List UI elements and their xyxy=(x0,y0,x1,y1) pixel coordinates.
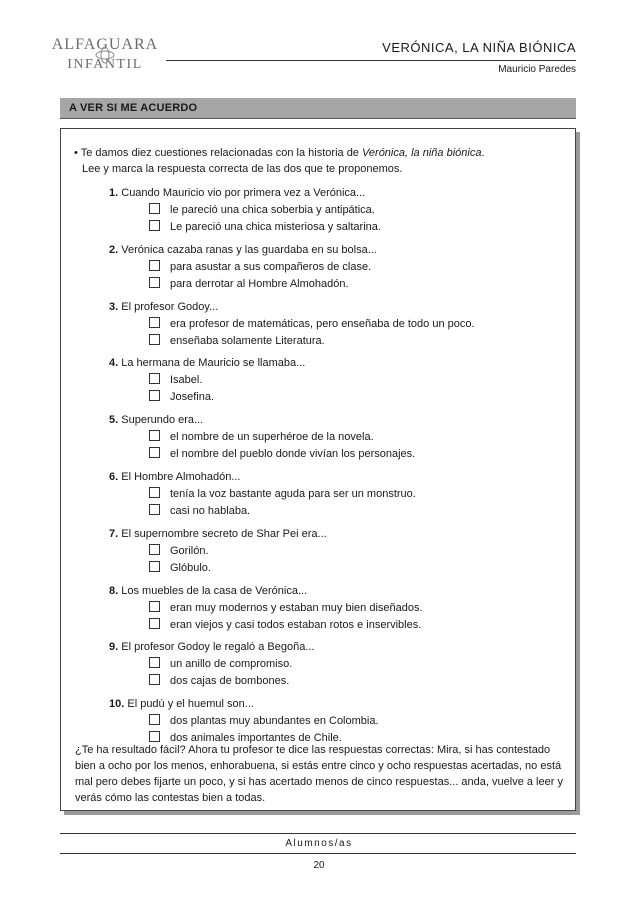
answer-checkbox[interactable] xyxy=(149,260,160,271)
answer-option xyxy=(149,316,475,332)
answer-text: dos plantas muy abundantes en Colombia. xyxy=(170,715,379,728)
answer-option xyxy=(149,600,423,616)
answer-option xyxy=(149,446,415,462)
answer-option xyxy=(149,503,250,519)
answer-checkbox[interactable] xyxy=(149,447,160,458)
question-number: 10. xyxy=(109,698,125,711)
answer-checkbox[interactable] xyxy=(149,317,160,328)
answer-text: Le pareció una chica misteriosa y saltarina. xyxy=(170,221,381,233)
question-4 xyxy=(109,355,305,371)
answer-text: para derrotar al Hombre Almohadón. xyxy=(170,277,349,290)
answer-option xyxy=(149,429,374,445)
header-rule xyxy=(166,60,576,61)
answer-option xyxy=(149,486,416,502)
answer-text: Gorilón. xyxy=(170,544,209,557)
book-author: Mauricio Paredes xyxy=(498,64,576,75)
answer-option xyxy=(149,656,292,672)
answer-text: el nombre de un superhéroe de la novela. xyxy=(170,431,374,444)
logo-knot-icon xyxy=(94,44,116,66)
answer-option xyxy=(149,713,379,729)
intro-prefix: • Te damos diez cuestiones relacionadas con la historia de xyxy=(74,147,362,159)
book-title: VERÓNICA, LA NIÑA BIÓNICA xyxy=(382,40,576,55)
answer-checkbox[interactable] xyxy=(149,714,160,725)
question-number: 1. xyxy=(109,187,119,199)
section-header xyxy=(60,98,576,119)
logo-line-1: ALFAGUARA xyxy=(51,36,159,53)
answer-text: tenía la voz bastante aguda para ser un monstruo. xyxy=(170,488,416,500)
question-text: Los muebles de la casa de Verónica... xyxy=(121,584,308,597)
answer-option xyxy=(149,202,375,218)
publisher-logo xyxy=(50,36,160,73)
answer-text: para asustar a sus compañeros de clase. xyxy=(170,260,372,273)
answer-checkbox[interactable] xyxy=(149,601,160,612)
question-text: El pudú y el huemul son... xyxy=(127,698,254,711)
answer-text: Josefina. xyxy=(170,391,215,404)
answer-option xyxy=(149,617,421,633)
answer-checkbox[interactable] xyxy=(149,618,160,629)
answer-text: un anillo de compromiso. xyxy=(170,658,293,671)
answer-checkbox[interactable] xyxy=(149,390,160,401)
answer-checkbox[interactable] xyxy=(149,731,160,742)
answer-option xyxy=(149,259,371,275)
question-number: 6. xyxy=(109,471,119,483)
question-text: Superundo era... xyxy=(121,414,204,427)
footer-rule-bottom xyxy=(60,853,576,854)
answer-checkbox[interactable] xyxy=(149,544,160,555)
question-2 xyxy=(109,242,377,258)
answer-checkbox[interactable] xyxy=(149,373,160,384)
question-text: Verónica cazaba ranas y las guardaba en su bolsa... xyxy=(121,243,377,256)
answer-checkbox[interactable] xyxy=(149,277,160,288)
intro-suffix: . xyxy=(481,147,485,159)
question-number: 9. xyxy=(109,641,119,654)
answer-option xyxy=(149,560,211,576)
question-text: El profesor Godoy le regaló a Begoña... xyxy=(121,641,315,654)
question-text: La hermana de Mauricio se llamaba... xyxy=(121,357,306,370)
answer-checkbox[interactable] xyxy=(149,657,160,668)
answer-text: era profesor de matemáticas, pero enseñaba de todo un poco. xyxy=(170,317,475,330)
question-number: 4. xyxy=(109,357,119,370)
answer-checkbox[interactable] xyxy=(149,504,160,515)
answer-checkbox[interactable] xyxy=(149,561,160,572)
section-title: A VER SI ME ACUERDO xyxy=(69,102,198,114)
question-number: 8. xyxy=(109,584,119,597)
answer-checkbox[interactable] xyxy=(149,487,160,498)
footer-label: Alumnos/as xyxy=(285,838,353,849)
footer-rule-top xyxy=(60,833,576,834)
question-number: 7. xyxy=(109,527,119,540)
book-title-italic: Verónica, la niña biónica xyxy=(361,147,482,159)
answer-text: le pareció una chica soberbia y antipática. xyxy=(170,204,375,216)
question-5 xyxy=(109,412,203,428)
answer-checkbox[interactable] xyxy=(149,430,160,441)
answer-checkbox[interactable] xyxy=(149,220,160,231)
page-number: 20 xyxy=(313,860,325,871)
intro-instruction: Lee y marca la respuesta correcta de las dos que te proponemos. xyxy=(82,163,403,175)
question-6 xyxy=(109,469,240,485)
answer-checkbox[interactable] xyxy=(149,674,160,685)
intro-text xyxy=(74,145,564,177)
closing-paragraph: ¿Te ha resultado fácil? Ahora tu profesor te dice las respuestas correctas: Mira, si has contestado bien a ocho por los menos, enhorabuena, si estás entre cinco y ocho respuestas acertadas, no está mal pero debes fijarte un poco, y si has acertado menos de cinco respuestas... anda, vuelve a leer y verás cómo las contestas bien a todas. xyxy=(75,744,563,804)
answer-text: eran viejos y casi todos estaban rotos e inservibles. xyxy=(170,618,422,631)
question-number: 3. xyxy=(109,300,119,313)
answer-checkbox[interactable] xyxy=(149,203,160,214)
question-1 xyxy=(109,185,365,201)
answer-checkbox[interactable] xyxy=(149,334,160,345)
question-8 xyxy=(109,583,307,599)
answer-text: dos animales importantes de Chile. xyxy=(170,732,342,745)
question-text: El supernombre secreto de Shar Pei era... xyxy=(121,527,327,540)
answer-option xyxy=(149,219,381,235)
answer-option xyxy=(149,276,349,292)
quiz-box xyxy=(60,128,576,811)
logo-line-2: INFANTIL xyxy=(67,57,143,72)
answer-option xyxy=(149,389,214,405)
answer-option xyxy=(149,673,289,689)
answer-text: enseñaba solamente Literatura. xyxy=(170,334,325,347)
answer-text: eran muy modernos y estaban muy bien diseñados. xyxy=(170,601,423,614)
answer-option xyxy=(149,372,202,388)
question-7 xyxy=(109,526,327,542)
question-9 xyxy=(109,639,314,655)
answer-text: casi no hablaba. xyxy=(170,505,251,517)
answer-option xyxy=(149,333,325,349)
answer-text: dos cajas de bombones. xyxy=(170,675,290,688)
question-number: 5. xyxy=(109,414,119,427)
answer-text: Glóbulo. xyxy=(170,561,211,574)
answer-text: Isabel. xyxy=(170,374,203,387)
question-3 xyxy=(109,299,218,315)
answer-option xyxy=(149,543,209,559)
answer-text: el nombre del pueblo donde vivían los personajes. xyxy=(170,448,416,461)
question-10 xyxy=(109,696,254,712)
question-text: Cuando Mauricio vio por primera vez a Verónica... xyxy=(121,187,366,199)
question-number: 2. xyxy=(109,243,119,256)
question-text: El Hombre Almohadón... xyxy=(121,471,241,483)
question-text: El profesor Godoy... xyxy=(121,300,219,313)
